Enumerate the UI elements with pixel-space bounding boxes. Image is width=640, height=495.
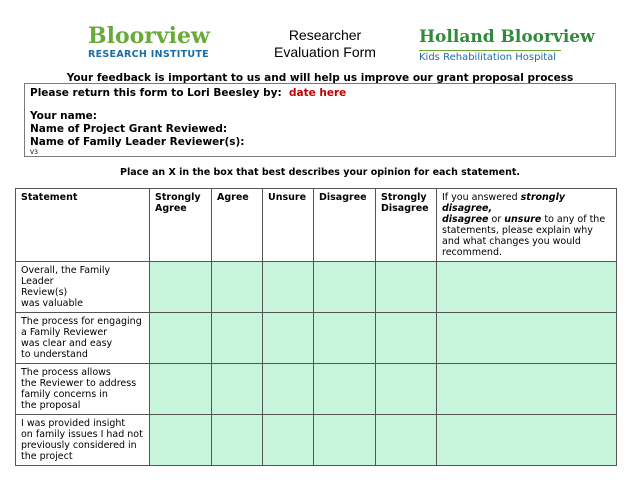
disagree-cell[interactable] (314, 262, 376, 313)
instructions: Place an X in the box that best describes your opinion for each statement. (120, 167, 520, 178)
comment-text-1: If you answered (442, 192, 521, 203)
statement-cell (16, 313, 150, 364)
table-row (16, 415, 617, 466)
header-strongly-disagree (376, 189, 437, 262)
statement-line: on family issues I had not (21, 429, 143, 440)
agree-cell[interactable] (212, 364, 263, 415)
table-row (16, 364, 617, 415)
strongly-agree-cell[interactable] (150, 313, 212, 364)
statement-line: The process allows (21, 367, 111, 378)
statement-line: the project (21, 451, 73, 462)
header-strongly-agree (150, 189, 212, 262)
statement-line: family concerns in (21, 389, 108, 400)
holland-bloorview-logo-name: Holland Bloorview (419, 27, 595, 47)
header-comment (437, 189, 617, 262)
header-strongly-disagree-l2: Disagree (381, 203, 429, 214)
agree-cell[interactable] (212, 313, 263, 364)
return-date[interactable]: date here (289, 87, 347, 99)
table-row (16, 262, 617, 313)
info-box (24, 83, 616, 157)
disagree-cell[interactable] (314, 415, 376, 466)
comment-disagree: disagree (442, 214, 489, 225)
comment-or: or (488, 214, 505, 225)
statement-line: I was provided insight (21, 418, 126, 429)
comment-strongly-disagree: strongly disagree, (442, 192, 566, 214)
agree-cell[interactable] (212, 415, 263, 466)
comment-cell[interactable] (437, 262, 617, 313)
disagree-cell[interactable] (314, 364, 376, 415)
statement-line: the proposal (21, 400, 81, 411)
header-strongly-disagree-l1: Strongly (381, 192, 427, 203)
intro-text: Your feedback is important to us and will help us improve our grant proposal process (66, 72, 574, 84)
header-unsure: Unsure (263, 189, 314, 262)
statement-line: Review(s) (21, 287, 68, 298)
strongly-disagree-cell[interactable] (376, 415, 437, 466)
statement-line: was valuable (21, 298, 84, 309)
unsure-cell[interactable] (263, 262, 314, 313)
statement-line: The process for engaging (21, 316, 142, 327)
strongly-agree-cell[interactable] (150, 415, 212, 466)
statement-cell (16, 415, 150, 466)
form-title-line2: Evaluation Form (274, 44, 376, 60)
project-name-field[interactable]: Name of Project Grant Reviewed: (30, 123, 228, 135)
header-strongly-agree-l1: Strongly (155, 192, 201, 203)
header-agree: Agree (212, 189, 263, 262)
statement-cell (16, 262, 150, 313)
unsure-cell[interactable] (263, 313, 314, 364)
statement-cell (16, 364, 150, 415)
evaluation-table (15, 188, 617, 466)
unsure-cell[interactable] (263, 364, 314, 415)
disagree-cell[interactable] (314, 313, 376, 364)
statement-line: was clear and easy (21, 338, 113, 349)
bloorview-logo-name: Bloorview (88, 23, 210, 49)
strongly-agree-cell[interactable] (150, 262, 212, 313)
comment-text-2: to any of the statements, please explain why and what changes you would recommend. (442, 214, 606, 258)
header-strongly-agree-l2: Agree (155, 203, 187, 214)
header-disagree: Disagree (314, 189, 376, 262)
strongly-agree-cell[interactable] (150, 364, 212, 415)
version-label: V3 (30, 149, 38, 156)
family-leader-field[interactable]: Name of Family Leader Reviewer(s): (30, 136, 245, 148)
unsure-cell[interactable] (263, 415, 314, 466)
form-title (260, 27, 390, 61)
statement-line: previously considered in (21, 440, 137, 451)
strongly-disagree-cell[interactable] (376, 262, 437, 313)
your-name-field[interactable]: Your name: (30, 110, 97, 122)
return-label: Please return this form to Lori Beesley by: (30, 87, 282, 99)
statement-line: Overall, the Family Leader (21, 265, 111, 287)
comment-cell[interactable] (437, 415, 617, 466)
bloorview-logo (88, 24, 210, 60)
statement-line: to understand (21, 349, 88, 360)
comment-unsure: unsure (504, 214, 542, 225)
form-title-line1: Researcher (288, 27, 362, 43)
agree-cell[interactable] (212, 262, 263, 313)
return-line (30, 87, 610, 100)
header-statement: Statement (16, 189, 150, 262)
comment-cell[interactable] (437, 364, 617, 415)
comment-cell[interactable] (437, 313, 617, 364)
statement-line: the Reviewer to address (21, 378, 137, 389)
table-row (16, 313, 617, 364)
strongly-disagree-cell[interactable] (376, 313, 437, 364)
bloorview-logo-subtitle: RESEARCH INSTITUTE (88, 49, 209, 60)
holland-bloorview-logo (419, 27, 595, 63)
holland-bloorview-logo-subtitle: Kids Rehabilitation Hospital (419, 50, 561, 63)
strongly-disagree-cell[interactable] (376, 364, 437, 415)
header-row (16, 189, 617, 262)
statement-line: a Family Reviewer (21, 327, 108, 338)
